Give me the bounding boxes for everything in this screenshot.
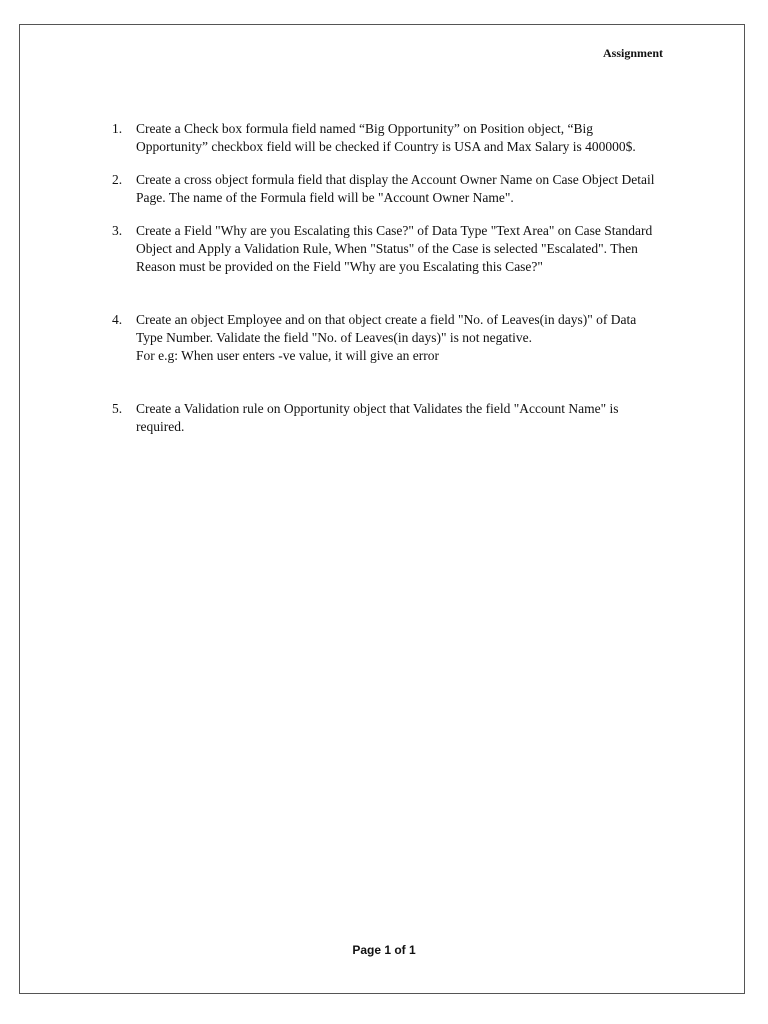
item-number: 5.	[112, 401, 123, 416]
page-title: Assignment	[602, 46, 663, 60]
item-number: 4.	[112, 312, 123, 327]
item-text-line: Type Number. Validate the field "No. of Leaves(in days)" is not negative.	[136, 330, 532, 345]
item-text-line: Object and Apply a Validation Rule, When "Status" of the Case is selected "Escalated". Then	[136, 241, 638, 256]
list-item	[108, 120, 678, 156]
item-text-line: Create a Validation rule on Opportunity object that Validates the field "Account Name" is	[136, 401, 619, 416]
item-text-line: For e.g: When user enters -ve value, it will give an error	[136, 348, 440, 363]
item-text-line: Page. The name of the Formula field will be "Account Owner Name".	[136, 190, 514, 205]
page-number: Page 1 of 1	[352, 943, 416, 957]
item-number: 1.	[112, 121, 123, 136]
list-item	[108, 400, 678, 436]
item-text-line: Opportunity” checkbox field will be checked if Country is USA and Max Salary is 400000$.	[136, 139, 636, 154]
list-item	[108, 311, 678, 365]
list-item	[108, 171, 678, 207]
item-number: 3.	[112, 223, 123, 238]
item-text-line: required.	[136, 419, 185, 434]
assignment-list	[108, 120, 678, 451]
item-text-line: Reason must be provided on the Field "Why are you Escalating this Case?"	[136, 259, 543, 274]
item-text-line: Create a cross object formula field that display the Account Owner Name on Case Object Detail	[136, 172, 655, 187]
item-text-line: Create a Check box formula field named “Big Opportunity” on Position object, “Big	[136, 121, 594, 136]
list-item	[108, 222, 678, 276]
item-text-line: Create a Field "Why are you Escalating this Case?" of Data Type "Text Area" on Case Standard	[136, 223, 653, 238]
item-number: 2.	[112, 172, 123, 187]
item-text-line: Create an object Employee and on that object create a field "No. of Leaves(in days)" of Data	[136, 312, 637, 327]
